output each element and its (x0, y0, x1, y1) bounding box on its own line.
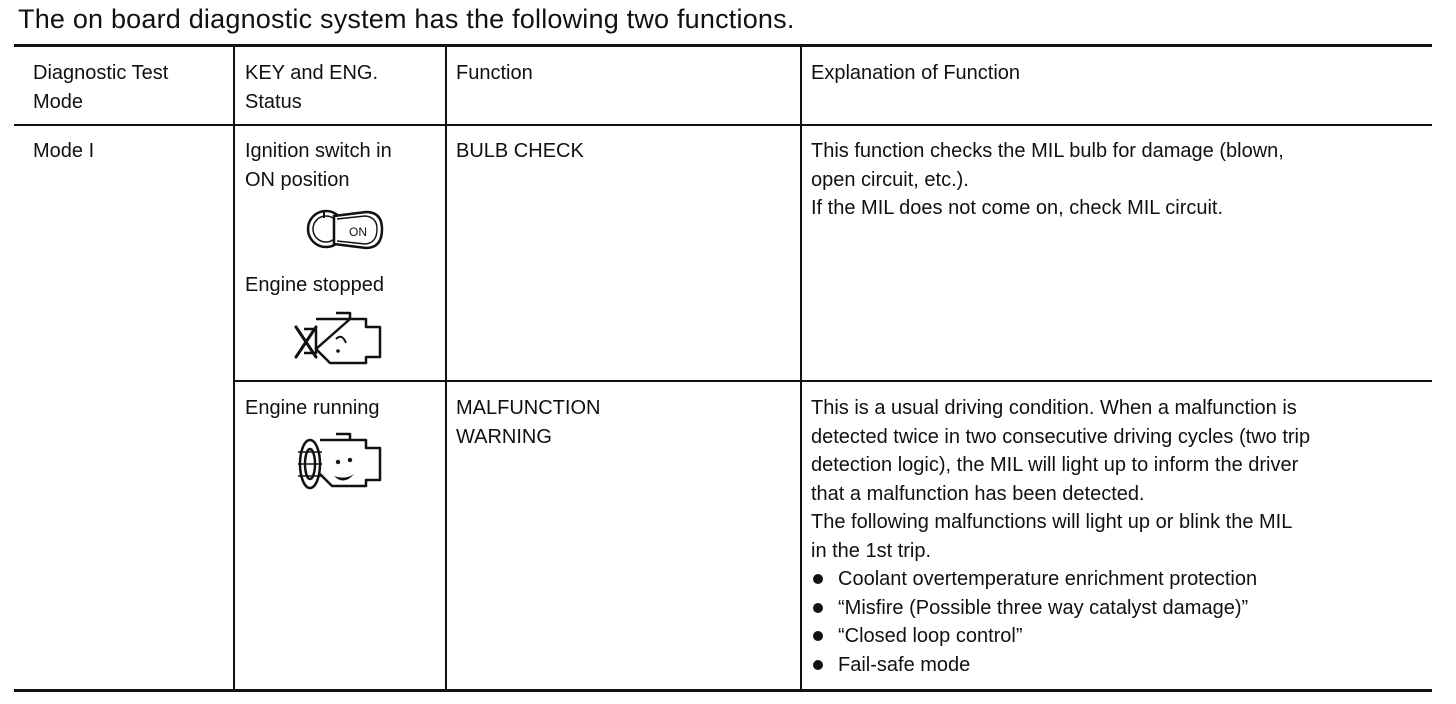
function-line: WARNING (456, 425, 552, 448)
column-divider-1 (233, 46, 235, 690)
engine-running-icon (290, 426, 386, 498)
explanation-line: The following malfunctions will light up or blink the MIL (811, 511, 1293, 533)
explanation-bulb-check (811, 137, 1284, 223)
list-item (811, 594, 1310, 623)
list-item (811, 565, 1310, 594)
column-divider-2 (445, 46, 447, 690)
explanation-line: detection logic), the MIL will light up to inform the driver (811, 454, 1299, 476)
list-item (811, 622, 1310, 651)
header-function: Function (456, 62, 533, 84)
function-bulb-check: BULB CHECK (456, 140, 584, 162)
explanation-line: This is a usual driving condition. When a malfunction is (811, 397, 1297, 419)
table-bottom-rule (14, 689, 1432, 692)
header-line: KEY and ENG. (245, 62, 379, 84)
explanation-malfunction-warning (811, 394, 1310, 679)
intro-text: The on board diagnostic system has the following two functions. (18, 4, 795, 34)
bullet-icon (813, 574, 823, 584)
header-diagnostic-test-mode (33, 59, 168, 116)
ignition-icon-label: ON (349, 225, 367, 239)
ignition-key-on-icon (296, 198, 388, 262)
explanation-line: detected twice in two consecutive driving cycles (two trip (811, 425, 1311, 448)
explanation-line: open circuit, etc.). (811, 168, 969, 191)
explanation-line: that a malfunction has been detected. (811, 482, 1145, 505)
bullet-icon (813, 660, 823, 670)
status-line: ON position (245, 168, 350, 191)
mode-cell: Mode I (33, 140, 95, 162)
bullet-text: “Closed loop control” (838, 625, 1023, 647)
column-divider-3 (800, 46, 802, 690)
function-malfunction-warning (456, 394, 600, 451)
status-ignition (245, 137, 392, 194)
explanation-line: If the MIL does not come on, check MIL circuit. (811, 197, 1224, 219)
header-explanation: Explanation of Function (811, 62, 1021, 84)
bullet-icon (813, 603, 823, 613)
bullet-text: Fail-safe mode (838, 653, 971, 676)
table-header-rule (14, 124, 1432, 126)
explanation-line: in the 1st trip. (811, 539, 932, 562)
table-row-divider (234, 380, 1432, 382)
list-item (811, 651, 1310, 680)
header-key-eng-status (245, 59, 378, 116)
malfunction-bullet-list (811, 565, 1310, 679)
status-engine-running: Engine running (245, 397, 380, 419)
header-line: Status (245, 90, 302, 113)
bullet-text: Coolant overtemperature enrichment protection (838, 568, 1258, 590)
table-top-rule (14, 44, 1432, 47)
function-line: MALFUNCTION (456, 397, 601, 419)
explanation-line: This function checks the MIL bulb for damage (blown, (811, 140, 1284, 162)
status-line: Ignition switch in (245, 140, 392, 162)
bullet-icon (813, 631, 823, 641)
status-engine-stopped: Engine stopped (245, 274, 385, 296)
header-line: Mode (33, 90, 84, 113)
header-line: Diagnostic Test (33, 62, 169, 84)
engine-stopped-icon (290, 305, 386, 371)
bullet-text: “Misfire (Possible three way catalyst damage)” (838, 596, 1249, 619)
